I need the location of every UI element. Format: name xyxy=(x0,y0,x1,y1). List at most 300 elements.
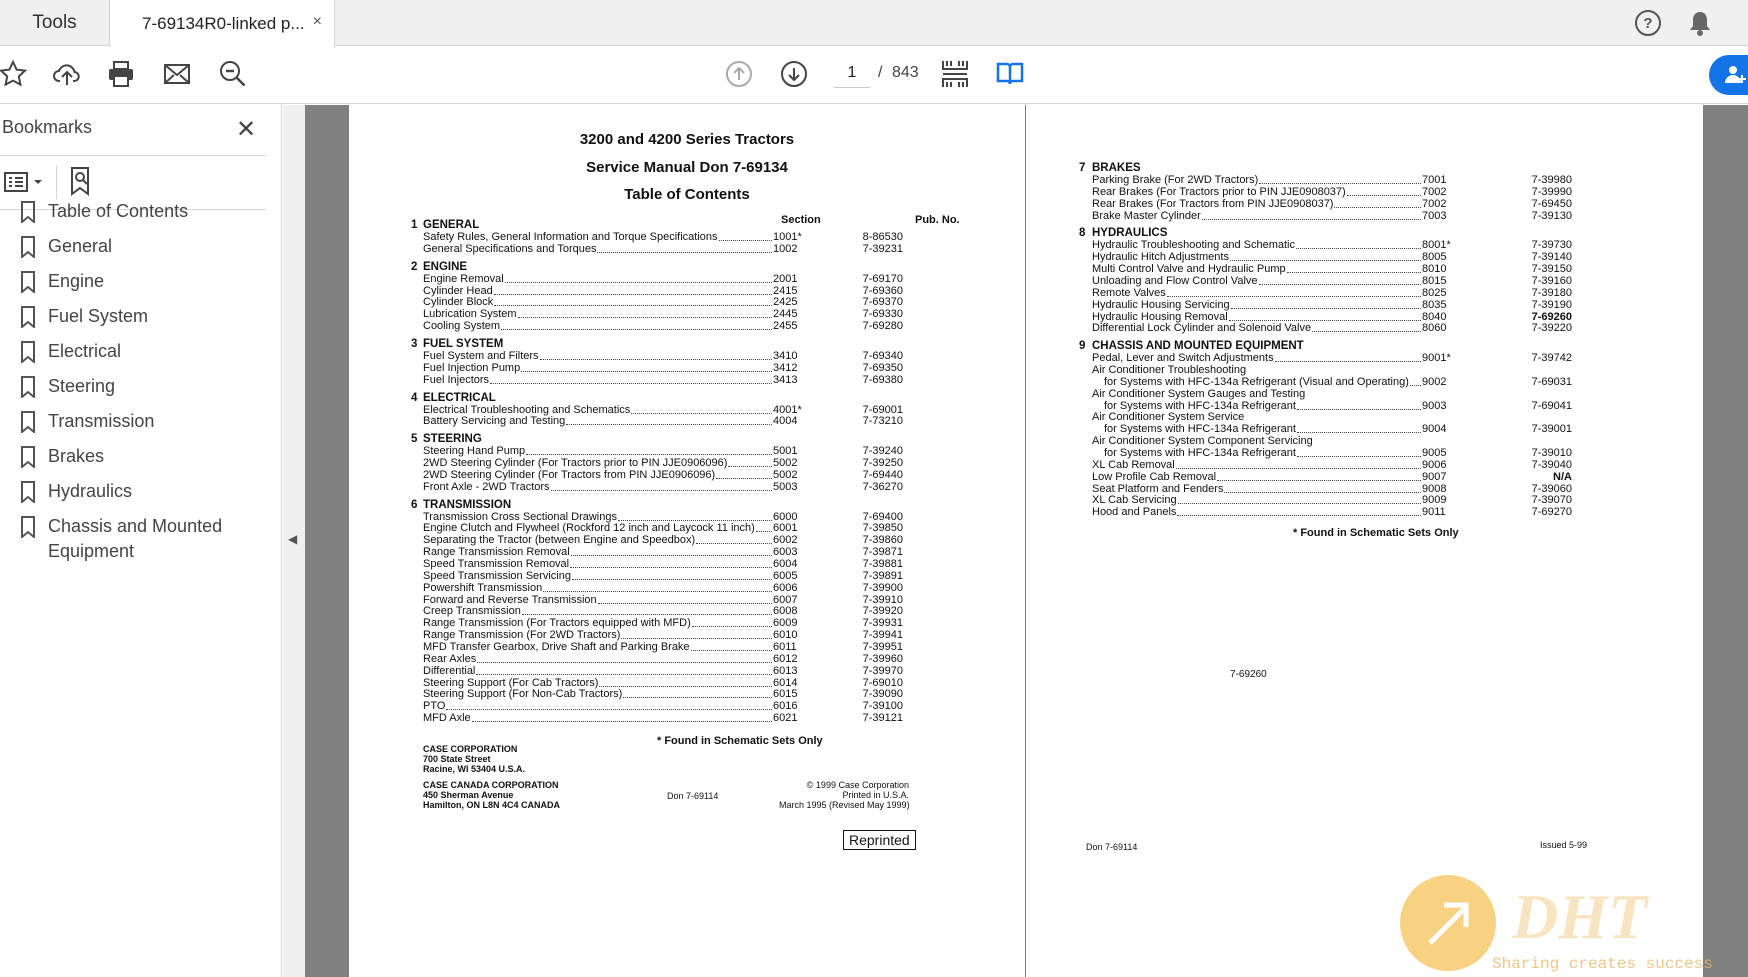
toc-section-heading xyxy=(1079,340,1304,352)
dot-leader xyxy=(526,445,772,455)
svg-text:?: ? xyxy=(1643,15,1653,32)
toc-entry-pub: 7-69400 xyxy=(862,510,903,523)
toc-entry-section: 6007 xyxy=(773,593,798,606)
toc-entry-title: for Systems with HFC-134a Refrigerant xyxy=(1104,399,1296,412)
toc-entry-section: 6008 xyxy=(773,605,798,618)
dot-leader xyxy=(1297,447,1421,457)
bookmark-icon xyxy=(20,306,36,328)
toc-entry-title: Range Transmission (For Tractors equipped with MFD) xyxy=(423,617,691,630)
dot-leader xyxy=(501,320,772,330)
toc-entry-title: Rear Brakes (For Tractors from PIN JJE0908037) xyxy=(1092,197,1334,210)
toc-entry-pub: 7-69010 xyxy=(862,676,903,689)
dot-leader xyxy=(1334,198,1421,208)
bookmark-icon xyxy=(20,446,36,468)
toc-entry-section: 8035 xyxy=(1422,298,1447,311)
toc-entry-title: 2WD Steering Cylinder (For Tractors prior to PIN JJE0906096) xyxy=(423,457,728,470)
dot-leader xyxy=(1230,251,1421,261)
toc-entry-pub: 7-69440 xyxy=(862,468,903,481)
section-name: STEERING xyxy=(423,433,482,446)
section-number: 9 xyxy=(1079,340,1086,353)
dot-leader xyxy=(1224,483,1421,493)
bookmark-label: Table of Contents xyxy=(48,201,189,221)
toc-entry-title: Air Conditioner System Component Servicing xyxy=(1092,435,1313,448)
tab-document[interactable] xyxy=(110,0,335,47)
zoom-search-icon[interactable] xyxy=(216,57,250,91)
dot-leader xyxy=(599,677,772,687)
toc-entry-section: 7001 xyxy=(1422,174,1447,186)
toc-section-heading xyxy=(411,219,479,231)
toc-entry-title: Unloading and Flow Control Valve xyxy=(1092,274,1258,287)
toc-entry-title: Air Conditioner System Service xyxy=(1092,411,1245,424)
bookmark-icon xyxy=(20,341,36,363)
dot-leader xyxy=(490,374,772,384)
toc-entry-title: Air Conditioner Troubleshooting xyxy=(1092,364,1247,377)
toc-entry-title: Fuel Injection Pump xyxy=(423,361,521,374)
issued-date: Issued 5-99 xyxy=(1540,840,1588,850)
toc-entry-title: Hydraulic Housing Removal xyxy=(1092,310,1228,323)
dot-leader xyxy=(472,712,772,722)
toc-entry-pub: 7-73210 xyxy=(862,415,903,428)
address-line: 700 State Street xyxy=(423,754,491,764)
toc-entry-title: Steering Support (For Non-Cab Tractors) xyxy=(423,688,623,701)
bookmark-icon xyxy=(20,411,36,433)
toc-entry-title: Lubrication System xyxy=(423,308,517,321)
bookmark-item[interactable] xyxy=(20,199,248,224)
bookmark-item[interactable] xyxy=(20,304,248,329)
dot-leader xyxy=(1202,210,1421,220)
dot-leader xyxy=(1231,299,1421,309)
toc-entry-pub: N/A xyxy=(1553,470,1572,483)
dot-leader xyxy=(1410,376,1421,386)
toc-entry-title: Cooling System xyxy=(423,320,501,333)
toc-entry-section: 6009 xyxy=(773,617,798,630)
toc-entry-title: for Systems with HFC-134a Refrigerant xyxy=(1104,423,1296,436)
dot-leader xyxy=(1296,239,1421,249)
toc-entry-pub: 7-39990 xyxy=(1531,185,1572,198)
toc-entry-title: for Systems with HFC-134a Refrigerant (Visual and Operating) xyxy=(1104,375,1409,388)
toc-entry-pub: 7-69350 xyxy=(862,361,903,374)
toc-entry-section: 8015 xyxy=(1422,274,1447,287)
bookmark-label: Steering xyxy=(48,376,116,396)
toc-entry-pub: 7-39001 xyxy=(1531,423,1572,436)
tab-tools-label: Tools xyxy=(32,12,77,33)
dot-leader xyxy=(1259,174,1421,184)
toc-entry-title: 2WD Steering Cylinder (For Tractors from PIN JJE0906096) xyxy=(423,468,716,481)
dot-leader xyxy=(1247,364,1421,374)
dot-leader xyxy=(551,481,772,491)
bookmark-item[interactable] xyxy=(20,234,248,259)
toc-entry-pub: 7-39910 xyxy=(862,593,903,606)
toc-entry[interactable] xyxy=(423,712,903,725)
toc-entry-title: Hydraulic Hitch Adjustments xyxy=(1092,251,1229,264)
toc-entry-section: 4001* xyxy=(773,403,802,416)
toc-entry-section: 4004 xyxy=(773,415,798,428)
bookmark-label: Engine xyxy=(48,271,105,291)
toc-entry-title: Engine Removal xyxy=(423,272,504,285)
toc-entry-section: 7002 xyxy=(1422,197,1447,210)
bookmark-icon xyxy=(20,481,36,503)
toc-entry-title: Differential Lock Cylinder and Solenoid Valve xyxy=(1092,322,1312,335)
dot-leader xyxy=(716,469,772,479)
bookmark-label: Transmission xyxy=(48,411,155,431)
toc-entry-pub: 7-39881 xyxy=(862,558,903,570)
help-icon[interactable] xyxy=(1634,9,1662,37)
section-number: 2 xyxy=(411,260,418,273)
toc-entry-title: Creep Transmission xyxy=(423,605,521,618)
address-line: 450 Sherman Avenue xyxy=(423,790,514,800)
toc-entry-pub: 7-69260 xyxy=(1531,310,1572,323)
bookmark-item[interactable] xyxy=(20,514,248,564)
toc-entry-section: 8025 xyxy=(1422,286,1447,299)
toc-entry-section: 3413 xyxy=(773,373,798,386)
dot-leader xyxy=(494,285,772,295)
toc-entry-pub: 7-69330 xyxy=(862,308,903,321)
toc-entry-section: 8060 xyxy=(1422,322,1447,335)
toc-entry-pub: 7-39090 xyxy=(862,688,903,701)
toc-entry-pub: 7-39931 xyxy=(862,617,903,630)
page-number-input[interactable]: 1 xyxy=(834,58,870,88)
section-name: TRANSMISSION xyxy=(423,498,512,511)
toc-entry-pub: 7-39150 xyxy=(1531,263,1572,276)
toc-entry-title: XL Cab Servicing xyxy=(1092,494,1177,507)
dot-leader xyxy=(1177,506,1421,516)
bookmark-label: General xyxy=(48,236,113,256)
toc-entry-pub: 7-39900 xyxy=(862,581,903,594)
section-number: 4 xyxy=(411,391,418,404)
watermark-brand: DHT xyxy=(1512,881,1648,952)
toc-entry-pub: 7-39970 xyxy=(862,664,903,677)
pdf-page-right xyxy=(1026,105,1703,977)
tab-document-label: 7-69134R0-linked p... xyxy=(142,13,305,33)
bookmark-item[interactable] xyxy=(20,409,248,434)
toc-entry-section: 6006 xyxy=(773,581,798,594)
print-icon[interactable] xyxy=(104,57,138,91)
toc-entry-pub: 7-39980 xyxy=(1531,174,1572,186)
copyright xyxy=(779,780,909,810)
toc-entry-title: Steering Support (For Cab Tractors) xyxy=(423,676,599,689)
two-page-view-icon[interactable] xyxy=(993,57,1027,91)
toc-entry-section: 9005 xyxy=(1422,447,1447,459)
toc-entry-section: 2455 xyxy=(773,320,798,333)
footnote: * Found in Schematic Sets Only xyxy=(1293,527,1459,539)
toc-entry-title: Range Transmission Removal xyxy=(423,546,570,559)
toc-section-heading xyxy=(1079,162,1141,174)
divider xyxy=(0,155,266,156)
section-name: HYDRAULICS xyxy=(1092,227,1168,240)
section-number: 1 xyxy=(411,219,418,231)
share-button[interactable] xyxy=(1709,55,1748,95)
dot-leader xyxy=(1347,186,1421,196)
bookmark-icon xyxy=(20,516,36,538)
toc-entry-section: 8005 xyxy=(1422,251,1447,264)
toc-entry-pub: 7-39190 xyxy=(1531,298,1572,311)
toc-entry-pub: 7-39871 xyxy=(862,546,903,559)
toc-entry-section: 6000 xyxy=(773,510,798,523)
toc-entry-title: Parking Brake (For 2WD Tractors) xyxy=(1092,174,1259,186)
toc-entry-title: Speed Transmission Servicing xyxy=(423,569,571,582)
toc-entry[interactable] xyxy=(423,481,903,494)
bookmark-icon xyxy=(20,201,36,223)
section-name: GENERAL xyxy=(423,219,480,231)
toc-entry[interactable] xyxy=(1092,210,1572,223)
dot-leader xyxy=(570,558,772,568)
toc-entry-pub: 7-39860 xyxy=(862,534,903,547)
toc-entry-title: Battery Servicing and Testing xyxy=(423,415,566,428)
toc-entry-section: 2415 xyxy=(773,284,798,297)
doc-title: 3200 and 4200 Series Tractors xyxy=(579,131,795,148)
toc-entry-section: 8001* xyxy=(1422,239,1451,252)
dot-leader xyxy=(1167,287,1421,297)
bookmark-icon xyxy=(20,236,36,258)
toc-entry-title: Multi Control Valve and Hydraulic Pump xyxy=(1092,263,1286,276)
reprinted-stamp: Reprinted xyxy=(843,830,916,850)
close-icon[interactable]: ✕ xyxy=(236,116,257,143)
dot-leader xyxy=(1297,400,1421,410)
toc-entry-section: 6015 xyxy=(773,688,798,701)
dot-leader xyxy=(1176,459,1421,469)
toc-entry[interactable] xyxy=(423,243,903,256)
address-case xyxy=(423,744,525,774)
toc-entry-pub: 7-39160 xyxy=(1531,274,1572,287)
toc-entry-section: 9006 xyxy=(1422,458,1447,471)
toc-entry-pub: 7-39850 xyxy=(862,522,903,535)
toc-entry[interactable] xyxy=(423,320,903,333)
toc-entry-section: 9003 xyxy=(1422,399,1447,412)
dot-leader xyxy=(543,582,772,592)
bookmark-label: Brakes xyxy=(48,446,105,466)
toc-entry-title: Rear Brakes (For Tractors prior to PIN JJE0908037) xyxy=(1092,185,1346,198)
doc-code: Don 7-69114 xyxy=(667,791,719,801)
toc-entry-pub: 7-69170 xyxy=(862,272,903,285)
new-bookmark-icon[interactable] xyxy=(68,165,96,197)
toc-entry-pub: 7-39240 xyxy=(862,445,903,458)
section-number: 3 xyxy=(411,337,418,350)
dot-leader xyxy=(621,629,772,639)
toc-entry-pub: 7-39730 xyxy=(1531,239,1572,252)
options-menu-icon[interactable] xyxy=(2,167,46,197)
copyright-line: Printed in U.S.A. xyxy=(842,790,909,800)
bookmark-label: Electrical xyxy=(48,341,122,361)
doc-code: Don 7-69114 xyxy=(1086,842,1138,852)
toc-entry-section: 9009 xyxy=(1422,494,1447,507)
toc-entry-pub: 7-69041 xyxy=(1531,399,1572,412)
dot-leader xyxy=(598,594,772,604)
toc-entry-title: MFD Axle xyxy=(423,712,471,725)
toc-entry-title: XL Cab Removal xyxy=(1092,458,1175,471)
toc-entry-title: Pedal, Lever and Switch Adjustments xyxy=(1092,352,1274,365)
tab-tools[interactable] xyxy=(0,0,110,46)
copyright-line: © 1999 Case Corporation xyxy=(806,780,909,790)
section-name: CHASSIS AND MOUNTED EQUIPMENT xyxy=(1092,340,1304,353)
toc-entry-title: Hydraulic Troubleshooting and Schematic xyxy=(1092,239,1296,252)
toc-entry-section: 6021 xyxy=(773,712,798,725)
toc-section-heading xyxy=(411,499,511,511)
dot-leader xyxy=(1314,435,1421,445)
toc-entry-section: 5002 xyxy=(773,457,798,470)
upload-cloud-icon[interactable] xyxy=(50,57,84,91)
dot-leader xyxy=(1259,275,1422,285)
toc-entry-title: Steering Hand Pump xyxy=(423,445,526,458)
bookmark-item[interactable] xyxy=(20,444,248,469)
footnote: * Found in Schematic Sets Only xyxy=(657,735,823,747)
dot-leader xyxy=(518,308,772,318)
toc-entry-pub: 7-39742 xyxy=(1531,352,1572,365)
toc-entry-section: 6014 xyxy=(773,676,798,689)
bookmark-item[interactable] xyxy=(20,479,248,504)
col-pub-header: Pub. No. xyxy=(915,214,960,226)
dot-leader xyxy=(476,665,772,675)
toc-entry-title: Remote Valves xyxy=(1092,286,1166,299)
dot-leader xyxy=(446,700,772,710)
toc-entry-title: Cylinder Block xyxy=(423,296,494,309)
dot-leader xyxy=(1229,311,1421,321)
dot-leader xyxy=(696,534,772,544)
toc-entry-section: 9004 xyxy=(1422,423,1447,436)
toc-entry-title: for Systems with HFC-134a Refrigerant xyxy=(1104,447,1296,459)
star-icon[interactable] xyxy=(0,57,30,91)
toc-entry-title: Rear Axles xyxy=(423,652,477,665)
document-viewer[interactable] xyxy=(305,105,1748,977)
toc-entry-pub: 7-39121 xyxy=(862,712,903,725)
doc-subtitle: Service Manual Don 7-69134 xyxy=(586,159,788,176)
toc-entry-pub: 7-39070 xyxy=(1531,494,1572,507)
toc-entry-pub: 7-39010 xyxy=(1531,447,1572,459)
toc-entry[interactable] xyxy=(423,374,903,387)
toc-entry-pub: 7-39960 xyxy=(862,652,903,665)
toc-entry-pub: 7-39040 xyxy=(1531,458,1572,471)
toc-entry-section: 9001* xyxy=(1422,352,1451,365)
dot-leader xyxy=(597,243,772,253)
bookmark-label: Fuel System xyxy=(48,306,149,326)
section-number: 8 xyxy=(1079,227,1086,240)
bookmarks-panel xyxy=(0,105,282,977)
toc-entry-section: 1002 xyxy=(773,242,798,255)
col-section-header: Section xyxy=(781,214,821,226)
toc-entry-section: 2445 xyxy=(773,308,798,321)
toc-entry-section: 7002 xyxy=(1422,185,1447,198)
dot-leader xyxy=(572,570,772,580)
toc-entry-section: 6005 xyxy=(773,569,798,582)
toc-entry-title: Differential xyxy=(423,664,476,677)
toc-entry-section: 2425 xyxy=(773,296,798,309)
dot-leader xyxy=(631,404,772,414)
dot-leader xyxy=(494,296,772,306)
toc-entry-section: 6016 xyxy=(773,700,798,713)
toc-entry-title: Brake Master Cylinder xyxy=(1092,209,1201,222)
address-line: CASE CORPORATION xyxy=(423,744,518,754)
section-number: 7 xyxy=(1079,162,1086,174)
toc-entry-title: MFD Transfer Gearbox, Drive Shaft and Parking Brake xyxy=(423,640,690,653)
address-case-canada xyxy=(423,780,560,810)
dot-leader xyxy=(521,362,772,372)
toc-entry-title: Low Profile Cab Removal xyxy=(1092,470,1217,483)
toc-entry-title: Electrical Troubleshooting and Schematics xyxy=(423,403,631,416)
toc-entry[interactable] xyxy=(1092,322,1572,335)
section-name: ELECTRICAL xyxy=(423,391,496,404)
next-page-icon[interactable] xyxy=(777,57,811,91)
toc-entry-title: Forward and Reverse Transmission xyxy=(423,593,597,606)
toc-entry-pub: 7-36270 xyxy=(862,480,903,493)
dot-leader xyxy=(719,231,772,241)
toc-entry-title: PTO xyxy=(423,700,446,713)
toc-entry-section: 5003 xyxy=(773,480,798,493)
toc-entry[interactable] xyxy=(423,415,903,428)
dot-leader xyxy=(1245,411,1421,421)
toc-entry-section: 3412 xyxy=(773,361,798,374)
dot-leader xyxy=(691,641,772,651)
toc-entry-pub: 7-39951 xyxy=(862,640,903,653)
toc-entry-pub: 7-39920 xyxy=(862,605,903,618)
address-line: CASE CANADA CORPORATION xyxy=(423,780,559,790)
dot-leader xyxy=(505,273,772,283)
mail-icon[interactable] xyxy=(160,57,194,91)
dot-leader xyxy=(1178,494,1421,504)
toc-entry-section: 9008 xyxy=(1422,482,1447,495)
toc-entry-section: 6012 xyxy=(773,652,798,665)
toc-section-heading xyxy=(411,433,482,445)
dot-leader xyxy=(566,415,772,425)
dot-leader xyxy=(477,653,772,663)
toc-entry-title: Range Transmission (For 2WD Tractors) xyxy=(423,629,621,642)
toc-entry-title: Air Conditioner System Gauges and Testing xyxy=(1092,387,1306,400)
dot-leader xyxy=(623,688,772,698)
toc-entry[interactable] xyxy=(1092,506,1572,519)
fit-page-icon[interactable] xyxy=(938,57,972,91)
page-separator: / xyxy=(878,64,883,81)
bookmark-item[interactable] xyxy=(20,339,248,364)
toc-section-heading xyxy=(411,338,503,350)
toc-entry-pub: 7-69031 xyxy=(1531,375,1572,388)
bell-icon[interactable] xyxy=(1686,9,1714,37)
toc-entry-section: 6003 xyxy=(773,546,798,559)
copyright-line: March 1995 (Revised May 1999) xyxy=(779,800,910,810)
toc-entry-title: Hood and Panels xyxy=(1092,506,1177,519)
toc-entry-pub: 7-69001 xyxy=(862,403,903,416)
toc-entry-pub: 7-39941 xyxy=(862,629,903,642)
prev-page-icon[interactable] xyxy=(722,57,756,91)
toc-entry-title: Safety Rules, General Information and Torque Specifications xyxy=(423,231,718,243)
toc-entry-pub: 7-39891 xyxy=(862,569,903,582)
toc-entry-pub: 7-69280 xyxy=(862,320,903,333)
toc-entry-section: 8040 xyxy=(1422,310,1447,323)
toc-section-heading xyxy=(1079,227,1167,239)
section-number: 5 xyxy=(411,433,418,446)
page-total: 843 xyxy=(892,64,919,81)
toc-entry-pub: 7-69380 xyxy=(862,373,903,386)
toc-entry-title: Fuel Injectors xyxy=(423,373,490,386)
toc-entry-pub: 7-39180 xyxy=(1531,286,1572,299)
toc-entry-title: Transmission Cross Sectional Drawings xyxy=(423,510,617,523)
toc-entry-title: Powershift Transmission xyxy=(423,581,543,594)
toc-section-heading xyxy=(411,392,496,404)
section-number: 6 xyxy=(411,498,418,511)
toc-entry-section: 8010 xyxy=(1422,263,1447,276)
collapse-panel-icon[interactable]: ◀ xyxy=(288,532,298,546)
divider xyxy=(56,165,57,199)
address-line: Hamilton, ON L8N 4C4 CANADA xyxy=(423,800,561,810)
toc-entry-section: 9007 xyxy=(1422,470,1447,483)
toc-entry-title: Front Axle - 2WD Tractors xyxy=(423,480,550,493)
bookmark-item[interactable] xyxy=(20,269,248,294)
toc-entry-pub: 7-39250 xyxy=(862,457,903,470)
toc-entry-section: 6001 xyxy=(773,522,798,535)
toc-entry-pub: 7-39060 xyxy=(1531,482,1572,495)
toc-entry-section: 7003 xyxy=(1422,209,1447,222)
watermark-slogan: Sharing creates success xyxy=(1492,955,1713,973)
toc-section-heading xyxy=(411,261,467,273)
bookmark-item[interactable] xyxy=(20,374,248,399)
tab-close-icon[interactable]: × xyxy=(312,13,322,30)
